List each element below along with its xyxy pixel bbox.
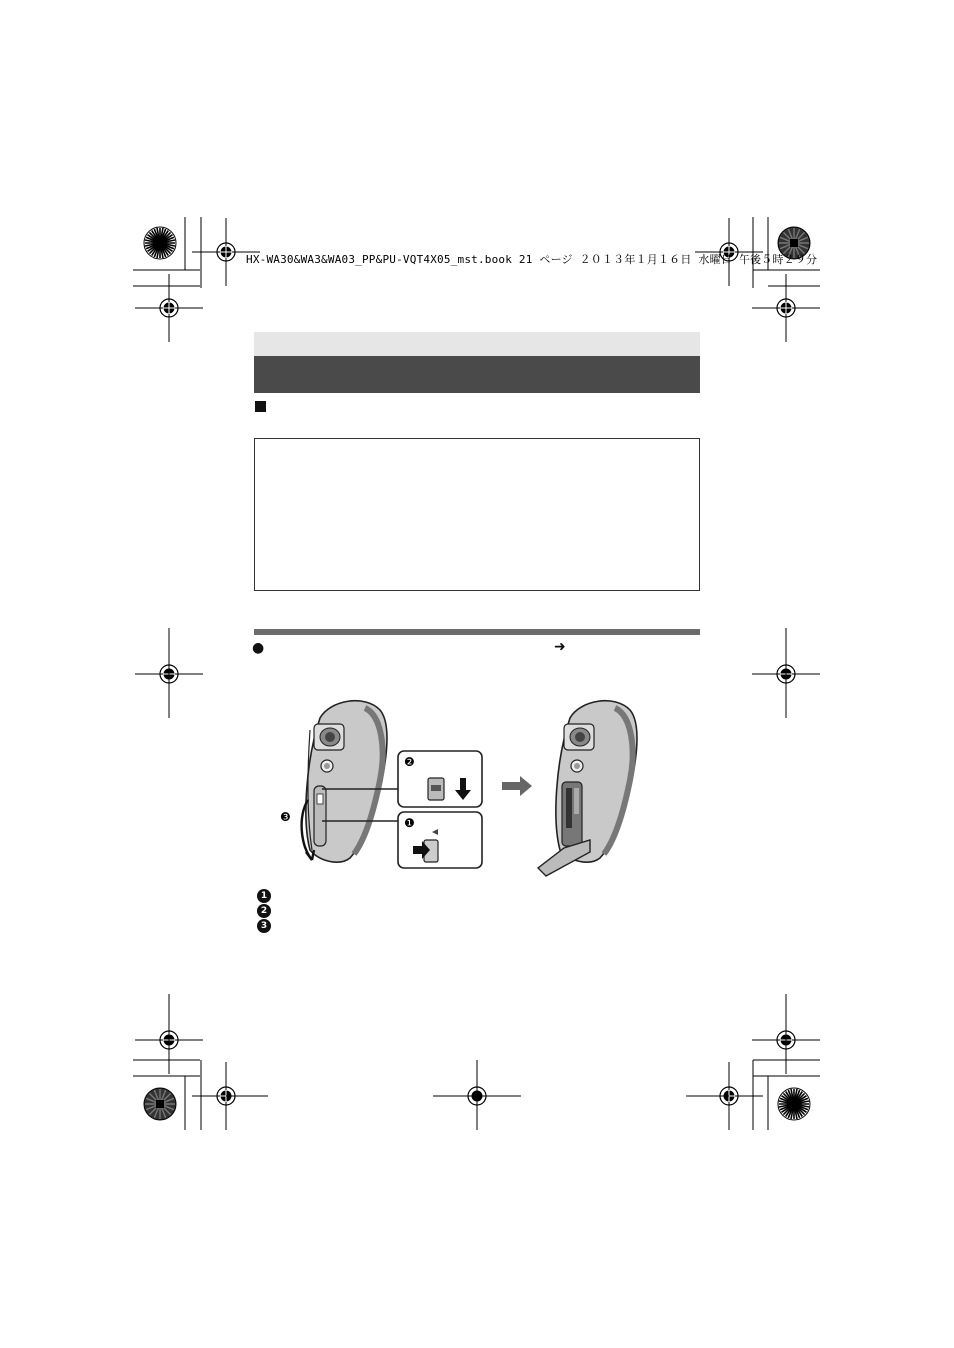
section-band <box>254 332 700 356</box>
title-bar <box>254 356 700 393</box>
square-bullet-icon <box>255 401 266 412</box>
print-header: HX-WA30&WA3&WA03_PP&PU-VQT4X05_mst.book 21 ページ ２０１３年１月１６日 水曜日 午後５時２９分 <box>246 253 818 266</box>
callout-label-1: ❶ <box>404 816 415 830</box>
step-marker-2: 2 <box>257 904 271 918</box>
camera-open <box>538 701 637 876</box>
step-marker-1: 1 <box>257 889 271 903</box>
reference-arrow-icon: ➜ <box>554 639 566 655</box>
callout-label-3: ❸ <box>280 810 291 824</box>
camera-illustration <box>270 690 670 890</box>
note-box <box>254 438 700 591</box>
step-marker-3: 3 <box>257 919 271 933</box>
callout-label-2: ❷ <box>404 755 415 769</box>
subheading-rule <box>254 629 700 635</box>
dot-bullet-icon: ● <box>252 640 265 656</box>
camera-closed <box>302 701 387 862</box>
